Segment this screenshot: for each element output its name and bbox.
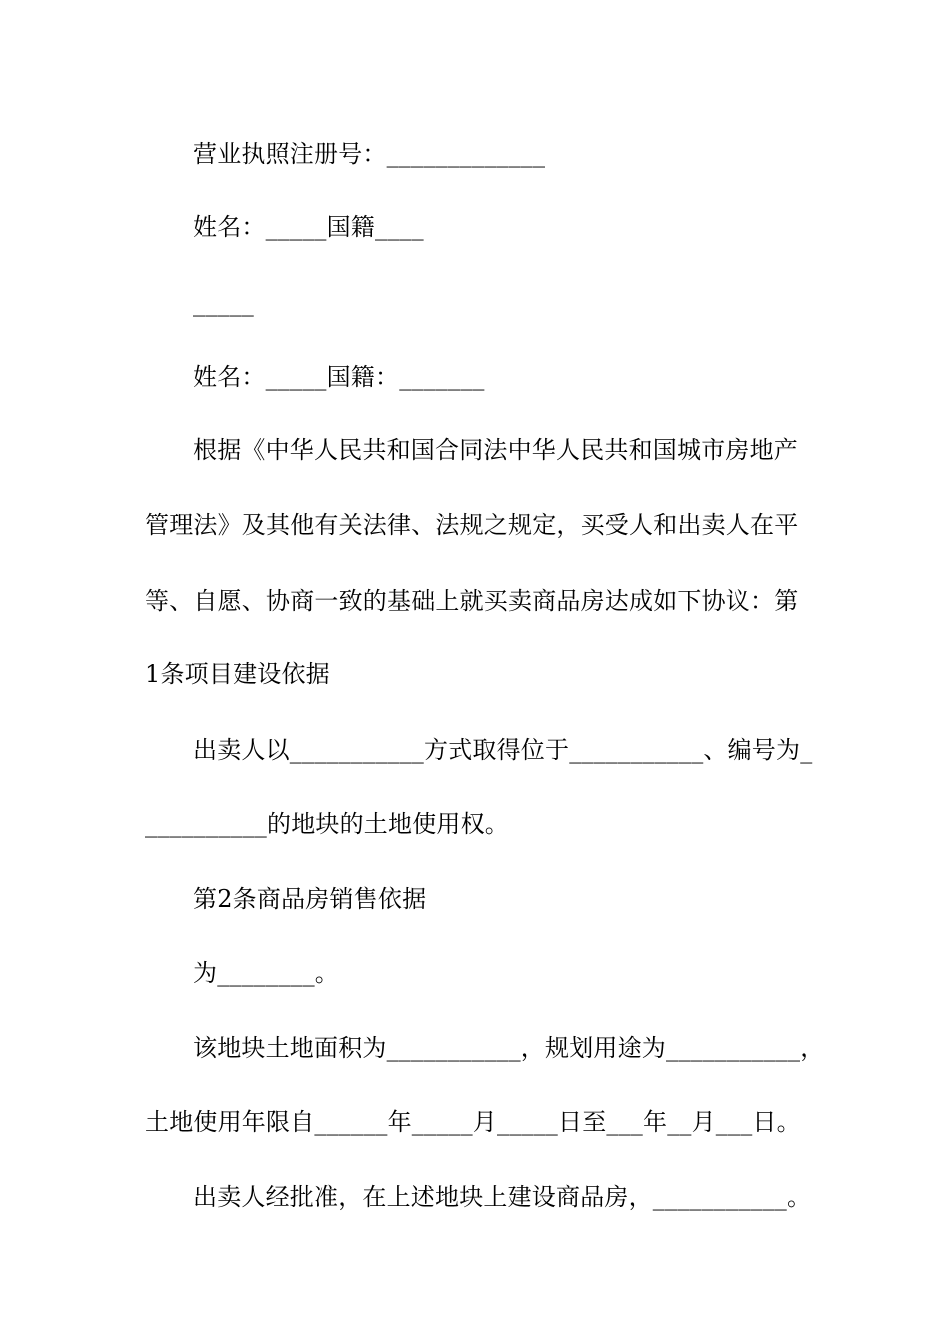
name-nationality-line-1: 姓名：_____国籍____: [193, 213, 424, 241]
paragraph-basis-line-1: 根据《中华人民共和国合同法中华人民共和国城市房地产: [193, 436, 798, 464]
article-2-heading: 第2条商品房销售依据: [193, 885, 427, 913]
registration-number-line: 营业执照注册号：_____________: [193, 140, 546, 168]
construction-approval-line: 出卖人经批准，在上述地块上建设商品房，___________。: [193, 1183, 812, 1211]
land-acquisition-line-2: __________的地块的土地使用权。: [145, 810, 509, 838]
article-1-heading: 1条项目建设依据: [145, 660, 330, 688]
paragraph-basis-line-3: 等、自愿、协商一致的基础上就买卖商品房达成如下协议：第: [145, 587, 799, 615]
paragraph-basis-line-2: 管理法》及其他有关法律、法规之规定，买受人和出卖人在平: [145, 511, 799, 539]
sales-basis-line: 为________。: [193, 959, 339, 987]
land-area-line: 该地块土地面积为___________，规划用途为___________，: [193, 1034, 825, 1062]
land-acquisition-line-1: 出卖人以___________方式取得位于___________、编号为_: [193, 736, 813, 764]
land-term-line: 土地使用年限自______年_____月_____日至___年__月___日。: [145, 1108, 801, 1136]
name-nationality-line-2: 姓名：_____国籍：_______: [193, 363, 485, 391]
blank-line: _____: [193, 289, 254, 317]
